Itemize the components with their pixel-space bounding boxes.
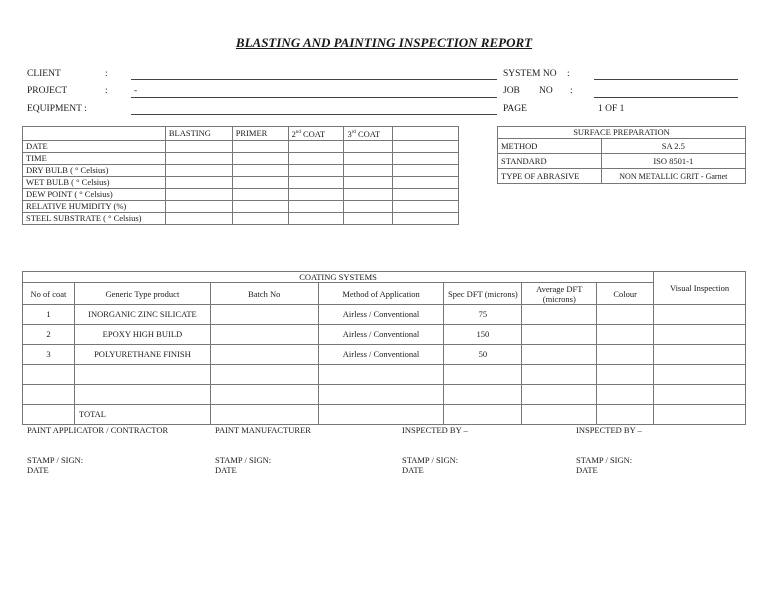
surface-prep-header-row [498,127,746,139]
coat-no: 1 [23,305,75,325]
row-label: DRY BULB ( ° Celsius) [23,164,166,176]
cell[interactable] [344,152,393,164]
visual-inspection-header: Visual Inspection [654,272,746,305]
col-spec-dft: Spec DFT (microns) [444,283,522,305]
cell[interactable] [393,176,459,188]
signature-role: PAINT MANUFACTURER [215,425,311,435]
coating-systems-table [22,271,746,425]
client-colon: : [105,69,108,79]
coating-systems-header: COATING SYSTEMS [23,272,654,283]
cell[interactable] [344,200,393,212]
cell[interactable] [165,164,232,176]
conditions-row [23,212,459,224]
col-no-of-coat: No of coat [23,283,75,305]
coat-3-superscript: rd [351,130,356,135]
page-value: 1 OF 1 [598,104,625,114]
col-coat-3 [344,127,393,141]
col-colour: Colour [597,283,654,305]
cell[interactable] [165,152,232,164]
cell[interactable] [74,365,210,385]
coating-row-empty [23,365,746,385]
cell[interactable] [318,405,444,425]
conditions-row [23,152,459,164]
cell[interactable] [597,385,654,405]
conditions-row [23,176,459,188]
signature-date[interactable]: DATE [402,465,424,475]
generic-type: INORGANIC ZINC SILICATE [74,305,210,325]
client-label: CLIENT [27,69,61,79]
colour-cell[interactable] [597,305,654,325]
coat-2-number: 2 [291,128,296,139]
cell[interactable] [165,212,232,224]
coating-row-empty [23,385,746,405]
cell[interactable] [288,188,344,200]
conditions-table [22,126,459,225]
cell[interactable] [393,212,459,224]
surface-prep-value: SA 2.5 [601,139,745,154]
cell[interactable] [288,164,344,176]
surface-prep-table [497,126,746,184]
cell[interactable] [288,140,344,152]
batch-cell[interactable] [210,325,318,345]
cell [23,405,75,425]
cell[interactable] [165,176,232,188]
cell[interactable] [393,152,459,164]
row-label: STEEL SUBSTRATE ( ° Celsius) [23,212,166,224]
job-no-field[interactable] [594,97,738,98]
generic-type: POLYURETHANE FINISH [74,345,210,365]
row-label: RELATIVE HUMIDITY (%) [23,200,166,212]
cell[interactable] [232,212,288,224]
cell[interactable] [654,385,746,405]
col-coat-2 [288,127,344,141]
cell[interactable] [165,200,232,212]
signature-role: INSPECTED BY – [576,425,642,435]
batch-cell[interactable] [210,345,318,365]
conditions-corner-cell [23,127,166,141]
cell[interactable] [232,152,288,164]
cell[interactable] [165,188,232,200]
cell[interactable] [232,164,288,176]
surface-prep-label: TYPE OF ABRASIVE [498,169,602,184]
job-no-colon: : [570,86,573,96]
job-label: JOB [503,86,520,96]
col-generic-type: Generic Type product [74,283,210,305]
cell[interactable] [444,405,522,425]
surface-prep-row [498,139,746,154]
coat-2-word: COAT [302,128,326,139]
signature-block-manufacturer [215,425,311,475]
cell[interactable] [210,385,318,405]
cell[interactable] [318,385,444,405]
cell[interactable] [344,164,393,176]
client-field[interactable] [131,79,497,80]
project-field[interactable] [131,97,497,98]
coat-3-word: COAT [358,128,381,139]
signature-role: PAINT APPLICATOR / CONTRACTOR [27,425,169,435]
batch-cell[interactable] [210,305,318,325]
row-label: TIME [23,152,166,164]
coating-row [23,325,746,345]
signature-stamp[interactable]: STAMP / SIGN: [576,455,633,465]
cell[interactable] [232,176,288,188]
col-blasting: BLASTING [165,127,232,141]
coating-column-header-row [23,283,746,305]
cell[interactable] [23,385,75,405]
surface-prep-row [498,154,746,169]
system-no-field[interactable] [594,79,738,80]
visual-cell[interactable] [654,345,746,365]
col-average-dft: Average DFT (microns) [522,283,597,305]
equipment-label: EQUIPMENT : [27,104,87,114]
cell[interactable] [210,405,318,425]
report-title: BLASTING AND PAINTING INSPECTION REPORT [235,35,533,50]
colour-cell[interactable] [597,325,654,345]
cell[interactable] [288,212,344,224]
conditions-header-row [23,127,459,141]
row-label: DATE [23,140,166,152]
cell[interactable] [393,200,459,212]
surface-prep-value: NON METALLIC GRIT - Garnet [601,169,745,184]
cell[interactable] [522,385,597,405]
cell[interactable] [210,365,318,385]
equipment-field[interactable] [131,114,497,115]
cell[interactable] [522,405,597,425]
no-label: NO [539,86,553,96]
generic-type: EPOXY HIGH BUILD [74,325,210,345]
cell[interactable] [288,176,344,188]
coating-group-header-row [23,272,746,283]
col-method: Method of Application [318,283,444,305]
surface-prep-label: METHOD [498,139,602,154]
visual-cell[interactable] [654,325,746,345]
avg-dft-cell[interactable] [522,345,597,365]
cell[interactable] [654,365,746,385]
cell[interactable] [288,200,344,212]
conditions-row [23,188,459,200]
cell[interactable] [344,176,393,188]
surface-prep-label: STANDARD [498,154,602,169]
cell[interactable] [232,188,288,200]
method: Airless / Conventional [318,325,444,345]
coating-row [23,345,746,365]
system-no-label: SYSTEM NO [503,69,557,79]
col-primer: PRIMER [232,127,288,141]
cell[interactable] [74,385,210,405]
cell[interactable] [597,365,654,385]
cell[interactable] [444,385,522,405]
coat-no: 3 [23,345,75,365]
surface-prep-header: SURFACE PREPARATION [498,127,746,139]
cell[interactable] [654,405,746,425]
coat-2-superscript: nd [295,130,301,135]
coat-3-number: 3 [347,128,352,139]
cell[interactable] [597,405,654,425]
signature-date[interactable]: DATE [215,465,237,475]
total-label: TOTAL [74,405,210,425]
conditions-row [23,164,459,176]
signature-role: INSPECTED BY – [402,425,468,435]
spec-dft: 150 [444,325,522,345]
cell[interactable] [232,140,288,152]
cell[interactable] [23,365,75,385]
signature-stamp[interactable]: STAMP / SIGN: [215,455,272,465]
cell[interactable] [165,140,232,152]
col-extra [393,127,459,141]
cell[interactable] [522,365,597,385]
cell[interactable] [393,188,459,200]
cell[interactable] [393,140,459,152]
cell[interactable] [344,188,393,200]
signature-stamp[interactable]: STAMP / SIGN: [402,455,459,465]
method: Airless / Conventional [318,305,444,325]
signature-block-applicator [27,425,168,475]
method: Airless / Conventional [318,345,444,365]
spec-dft: 75 [444,305,522,325]
signature-date[interactable]: DATE [27,465,49,475]
cell[interactable] [288,152,344,164]
project-label: PROJECT [27,86,68,96]
row-label: DEW POINT ( ° Celsius) [23,188,166,200]
coating-row [23,305,746,325]
signature-date[interactable]: DATE [576,465,598,475]
visual-cell[interactable] [654,305,746,325]
cell[interactable] [232,200,288,212]
conditions-row [23,200,459,212]
coating-total-row [23,405,746,425]
signature-block-inspector-2 [576,425,642,475]
signature-stamp[interactable]: STAMP / SIGN: [27,455,84,465]
conditions-row [23,140,459,152]
avg-dft-cell[interactable] [522,325,597,345]
coat-no: 2 [23,325,75,345]
spec-dft: 50 [444,345,522,365]
project-colon: : [105,86,108,96]
cell[interactable] [344,212,393,224]
system-no-colon: : [567,69,570,79]
signature-block-inspector-1 [402,425,468,475]
cell[interactable] [318,365,444,385]
surface-prep-value: ISO 8501-1 [601,154,745,169]
cell[interactable] [393,164,459,176]
cell[interactable] [444,365,522,385]
col-batch-no: Batch No [210,283,318,305]
page-label: PAGE [503,104,527,114]
avg-dft-cell[interactable] [522,305,597,325]
cell[interactable] [344,140,393,152]
surface-prep-row [498,169,746,184]
project-value: - [134,86,138,96]
colour-cell[interactable] [597,345,654,365]
row-label: WET BULB ( ° Celsius) [23,176,166,188]
